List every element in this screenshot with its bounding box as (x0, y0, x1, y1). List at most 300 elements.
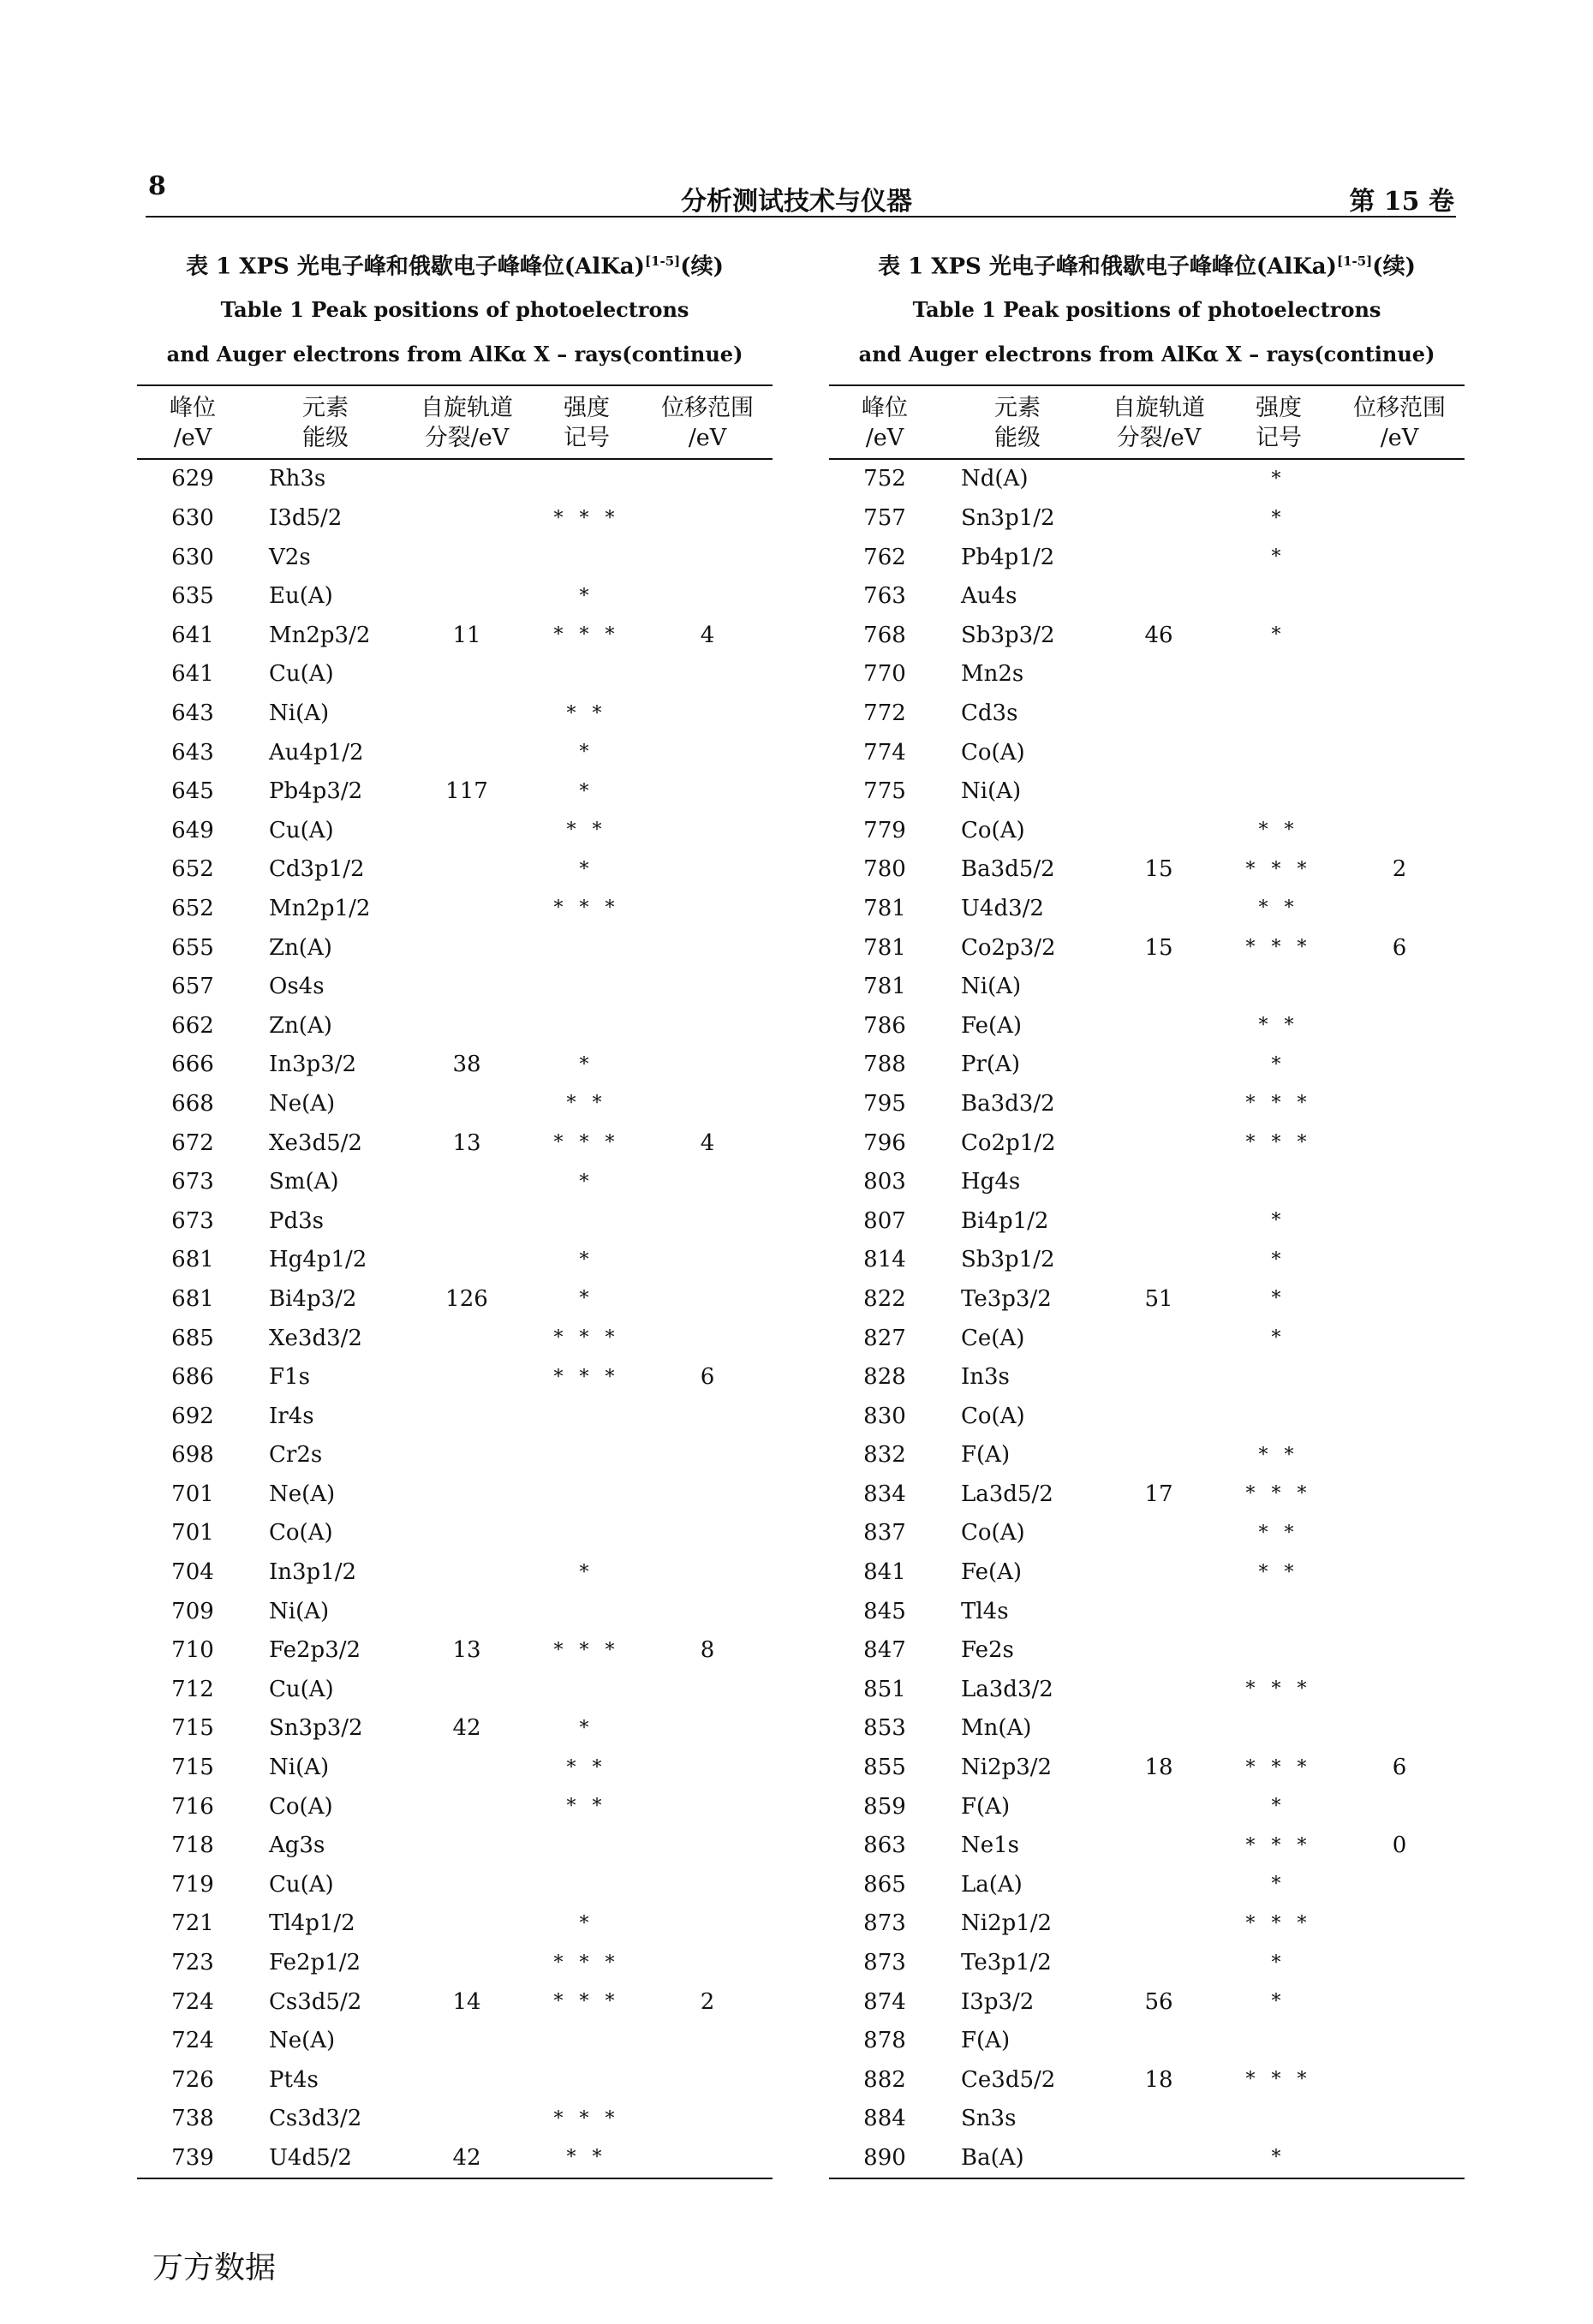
intensity-cell: * (1271, 1288, 1286, 1310)
shift-cell (1334, 1630, 1465, 1670)
peak-cell: 788 (863, 1052, 906, 1078)
shift-cell (642, 967, 773, 1006)
intensity-cell: * * (1258, 1522, 1299, 1544)
element-cell: Co2p1/2 (961, 1129, 1056, 1156)
splitting-cell (403, 850, 531, 890)
shift-cell (642, 1670, 773, 1709)
peak-cell: 834 (863, 1481, 906, 1507)
splitting-cell (403, 1552, 531, 1592)
peak-cell: 701 (171, 1520, 214, 1546)
table-row (137, 1670, 773, 1709)
splitting-cell (403, 1514, 531, 1553)
table-row (137, 1201, 773, 1241)
peak-cell: 672 (171, 1129, 214, 1156)
shift-cell (1334, 576, 1465, 616)
peak-cell: 770 (863, 661, 906, 688)
shift-cell (1334, 1357, 1465, 1397)
splitting-cell (403, 1826, 531, 1865)
intensity-cell: * * (1258, 1444, 1299, 1466)
shift-cell (642, 694, 773, 733)
peak-cell: 715 (171, 1715, 214, 1742)
element-cell: Cd3p1/2 (269, 856, 365, 883)
shift-cell (1334, 772, 1465, 811)
element-cell: Cr2s (269, 1442, 323, 1469)
element-cell: In3p1/2 (269, 1559, 357, 1586)
splitting-cell: 126 (445, 1285, 488, 1312)
table-row (829, 1006, 1465, 1046)
splitting-cell (403, 1006, 531, 1046)
table-row (829, 1552, 1465, 1592)
intensity-cell: * * (531, 2138, 642, 2178)
caption-en-line2: and Auger electrons from AlKα X – rays(continue) (166, 341, 743, 366)
table-body-left (137, 459, 773, 2178)
peak-cell: 685 (171, 1325, 214, 1351)
shift-cell (1334, 1241, 1465, 1280)
element-cell: Co(A) (961, 739, 1025, 766)
table-row (137, 1787, 773, 1826)
table-row (829, 1319, 1465, 1358)
element-cell: Pr(A) (961, 1052, 1020, 1078)
shift-cell (1334, 616, 1465, 655)
shift-cell (642, 1475, 773, 1514)
table-row (829, 811, 1465, 850)
splitting-cell (1095, 694, 1223, 733)
journal-title: 分析测试技术与仪器 (681, 187, 912, 217)
peak-cell: 779 (863, 817, 906, 843)
splitting-cell (403, 459, 531, 499)
intensity-cell: * (579, 1912, 594, 1934)
element-cell: Ni(A) (269, 700, 330, 727)
peak-cell: 832 (863, 1442, 906, 1469)
shift-cell (1334, 1475, 1465, 1514)
peak-cell: 673 (171, 1207, 214, 1234)
table-row (829, 2138, 1465, 2178)
shift-cell (642, 1397, 773, 1436)
intensity-cell (531, 459, 642, 499)
peak-cell: 724 (171, 1988, 214, 2015)
splitting-cell: 42 (452, 1715, 481, 1742)
element-cell: Zn(A) (269, 1012, 332, 1039)
peak-cell: 882 (863, 2066, 906, 2093)
intensity-cell: * * * (553, 1639, 620, 1661)
col-shift: 位移范围 /eV (642, 385, 773, 459)
peak-cell: 845 (863, 1598, 906, 1624)
shift-cell (1334, 498, 1465, 538)
peak-cell: 814 (863, 1247, 906, 1273)
splitting-cell (403, 538, 531, 577)
shift-cell (642, 1319, 773, 1358)
shift-cell (642, 459, 773, 499)
shift-cell (642, 2100, 773, 2139)
col-shift: 位移范围 /eV (1334, 385, 1465, 459)
element-cell: Cd3s (961, 700, 1018, 727)
peak-cell: 763 (863, 583, 906, 610)
element-cell: Sn3p3/2 (269, 1715, 363, 1742)
table-row (829, 1241, 1465, 1280)
splitting-cell (403, 2100, 531, 2139)
shift-cell (1334, 1162, 1465, 1201)
peak-cell: 655 (171, 934, 214, 961)
shift-cell (1334, 1084, 1465, 1123)
element-cell: U4d3/2 (961, 895, 1044, 921)
table-row (829, 1748, 1465, 1787)
intensity-cell: * * * (553, 1132, 620, 1154)
table-row (829, 459, 1465, 499)
volume-label: 第 15 卷 (1349, 187, 1454, 217)
peak-cell: 681 (171, 1285, 214, 1312)
table-row (137, 1162, 773, 1201)
element-cell: In3p3/2 (269, 1052, 357, 1078)
intensity-cell (531, 2021, 642, 2060)
table-row (137, 694, 773, 733)
peak-cell: 726 (171, 2066, 214, 2093)
table-row (137, 1943, 773, 1982)
caption-zh: 表 1 XPS 光电子峰和俄歇电子峰峰位(AlKa)[1-5](续) (186, 253, 724, 280)
table-row (137, 2138, 773, 2178)
intensity-cell: * * * (1245, 1678, 1312, 1701)
table-row (829, 1826, 1465, 1865)
intensity-cell: * * * (1245, 1483, 1312, 1505)
element-cell: Rh3s (269, 466, 326, 492)
shift-cell (642, 1709, 773, 1749)
splitting-cell (1095, 967, 1223, 1006)
element-cell: F1s (269, 1364, 310, 1391)
shift-cell: 0 (1392, 1832, 1407, 1859)
shift-cell (1334, 538, 1465, 577)
splitting-cell: 51 (1144, 1285, 1173, 1312)
table-row (137, 538, 773, 577)
intensity-cell (531, 538, 642, 577)
intensity-cell: * (1271, 1952, 1286, 1974)
peak-cell: 701 (171, 1481, 214, 1507)
element-cell: La3d3/2 (961, 1676, 1053, 1702)
peak-cell: 851 (863, 1676, 906, 1702)
splitting-cell (403, 1084, 531, 1123)
element-cell: Ba(A) (940, 2138, 1095, 2178)
splitting-cell (1095, 1670, 1223, 1709)
table-row (137, 1630, 773, 1670)
element-cell: Ni(A) (269, 1598, 330, 1624)
col-intensity: 强度 记号 (1223, 385, 1334, 459)
splitting-cell (1095, 1514, 1223, 1553)
intensity-cell (531, 2060, 642, 2100)
element-cell: Ni(A) (961, 974, 1022, 1000)
intensity-cell: * (1271, 1053, 1286, 1076)
splitting-cell (1095, 1397, 1223, 1436)
shift-cell (642, 772, 773, 811)
intensity-cell: * * (566, 1796, 607, 1818)
intensity-cell (531, 928, 642, 968)
intensity-cell (1223, 1357, 1334, 1397)
element-cell: Os4s (269, 974, 325, 1000)
table-row (137, 1279, 773, 1319)
peak-cell: 739 (137, 2138, 248, 2178)
shift-cell (642, 1552, 773, 1592)
peak-cell: 890 (829, 2138, 940, 2178)
splitting-cell (1095, 1709, 1223, 1749)
splitting-cell (1095, 459, 1223, 499)
element-cell: Sn3p1/2 (961, 505, 1055, 532)
splitting-cell: 11 (452, 622, 481, 648)
element-cell: Cu(A) (269, 817, 334, 843)
shift-cell (642, 1748, 773, 1787)
element-cell: Cu(A) (269, 661, 334, 688)
table-row (137, 576, 773, 616)
shift-cell (642, 1201, 773, 1241)
table-row (137, 1123, 773, 1163)
splitting-cell (403, 889, 531, 928)
peak-cell: 719 (171, 1871, 214, 1898)
peak-cell: 716 (171, 1793, 214, 1820)
element-cell: Au4p1/2 (269, 739, 364, 766)
intensity-cell: * * * (553, 1366, 620, 1388)
shift-cell (1334, 2138, 1465, 2178)
intensity-cell: * * * (553, 1327, 620, 1350)
peak-cell: 796 (863, 1129, 906, 1156)
shift-cell (1334, 1592, 1465, 1631)
page-number: 8 (148, 171, 166, 201)
table-row (137, 1475, 773, 1514)
element-cell: In3s (961, 1364, 1010, 1391)
element-cell: Ba3d3/2 (961, 1090, 1055, 1117)
intensity-cell: * * * (1245, 2069, 1312, 2091)
table-row (137, 1865, 773, 1904)
intensity-cell: * (579, 1171, 594, 1193)
intensity-cell: * (1271, 507, 1286, 529)
shift-cell (642, 1241, 773, 1280)
element-cell: Sm(A) (269, 1169, 339, 1195)
splitting-cell (403, 1943, 531, 1982)
shift-cell (642, 2060, 773, 2100)
table-row (137, 1436, 773, 1475)
intensity-cell (1223, 2100, 1334, 2139)
intensity-cell: * * (566, 1756, 607, 1779)
intensity-cell: * (1271, 624, 1286, 647)
shift-cell (1334, 811, 1465, 850)
peak-cell: 807 (863, 1207, 906, 1234)
shift-cell (642, 1436, 773, 1475)
element-cell: Te3p3/2 (961, 1285, 1052, 1312)
intensity-cell (1223, 1630, 1334, 1670)
splitting-cell (1095, 889, 1223, 928)
intensity-cell: * (579, 1053, 594, 1076)
table-row (829, 1630, 1465, 1670)
splitting-cell (403, 811, 531, 850)
peak-cell: 643 (171, 700, 214, 727)
intensity-cell: * (1271, 1874, 1286, 1896)
splitting-cell (403, 1904, 531, 1944)
shift-cell (1334, 1982, 1465, 2022)
peak-cell: 721 (171, 1910, 214, 1937)
shift-cell (642, 655, 773, 694)
splitting-cell: 13 (452, 1129, 481, 1156)
splitting-cell (403, 1592, 531, 1631)
peak-cell: 827 (863, 1325, 906, 1351)
intensity-cell: * * * (553, 1952, 620, 1974)
intensity-cell: * * * (1245, 1756, 1312, 1779)
shift-cell (642, 850, 773, 890)
watermark: 万方数据 (152, 2250, 277, 2285)
element-cell: Mn2s (961, 661, 1024, 688)
shift-cell (1334, 2021, 1465, 2060)
element-cell: Bi4p1/2 (961, 1207, 1049, 1234)
intensity-cell: * (579, 1717, 594, 1739)
peak-cell: 715 (171, 1755, 214, 1781)
intensity-cell (1223, 967, 1334, 1006)
splitting-cell (1095, 1006, 1223, 1046)
intensity-cell: * (579, 780, 594, 802)
intensity-cell: * * (1258, 1015, 1299, 1037)
intensity-cell: * * (566, 1093, 607, 1115)
table-row (137, 811, 773, 850)
splitting-cell: 15 (1144, 934, 1173, 961)
table-header (137, 385, 773, 459)
intensity-cell: * * (566, 819, 607, 842)
splitting-cell (1095, 1123, 1223, 1163)
splitting-cell (1095, 1046, 1223, 1085)
intensity-cell: * * * (1245, 1912, 1312, 1934)
table-row (829, 2060, 1465, 2100)
shift-cell (642, 889, 773, 928)
table-row (137, 1826, 773, 1865)
table-row (829, 616, 1465, 655)
intensity-cell: * * (1258, 1561, 1299, 1583)
element-cell: Ni(A) (961, 778, 1022, 805)
table-row (137, 1904, 773, 1944)
peak-cell: 709 (171, 1598, 214, 1624)
table-row (829, 1123, 1465, 1163)
intensity-cell: * (1271, 1210, 1286, 1232)
peak-cell: 723 (171, 1950, 214, 1976)
table-row (137, 1982, 773, 2022)
shift-cell (1334, 1670, 1465, 1709)
splitting-cell (403, 1319, 531, 1358)
shift-cell (1334, 967, 1465, 1006)
caption-en-line2: and Auger electrons from AlKα X – rays(continue) (858, 341, 1435, 366)
peak-cell: 786 (863, 1012, 906, 1039)
shift-cell (642, 1826, 773, 1865)
intensity-cell: * (1271, 468, 1286, 490)
element-cell: Ce(A) (961, 1325, 1025, 1351)
shift-cell (642, 811, 773, 850)
intensity-cell: * * * (553, 2107, 620, 2130)
element-cell: Pt4s (269, 2066, 319, 2093)
intensity-cell: * (579, 1288, 594, 1310)
table-row (137, 1006, 773, 1046)
splitting-cell (1095, 2138, 1223, 2178)
splitting-cell (1095, 772, 1223, 811)
shift-cell (642, 1904, 773, 1944)
shift-cell (1334, 1552, 1465, 1592)
splitting-cell (403, 1201, 531, 1241)
shift-cell (642, 1162, 773, 1201)
intensity-cell (1223, 1397, 1334, 1436)
table-row (829, 772, 1465, 811)
peak-cell: 795 (863, 1090, 906, 1117)
element-cell: Pb4p3/2 (269, 778, 363, 805)
peak-cell: 710 (171, 1637, 214, 1664)
table-row (137, 733, 773, 772)
shift-cell (1334, 2100, 1465, 2139)
element-cell: Nd(A) (961, 466, 1029, 492)
caption-zh: 表 1 XPS 光电子峰和俄歇电子峰峰位(AlKa)[1-5](续) (878, 253, 1416, 280)
element-cell: Co2p3/2 (961, 934, 1056, 961)
intensity-cell: * (579, 1248, 594, 1271)
element-cell: Fe2s (961, 1637, 1014, 1664)
shift-cell (642, 1787, 773, 1826)
peak-cell: 629 (171, 466, 214, 492)
element-cell: F(A) (961, 1442, 1011, 1469)
intensity-cell (531, 967, 642, 1006)
shift-cell (642, 538, 773, 577)
peak-cell: 662 (171, 1012, 214, 1039)
shift-cell (1334, 459, 1465, 499)
splitting-cell (1095, 1787, 1223, 1826)
table-row (829, 1670, 1465, 1709)
table-row (137, 1084, 773, 1123)
table-row (137, 2021, 773, 2060)
element-cell: Fe2p1/2 (269, 1950, 361, 1976)
shift-cell (1334, 1709, 1465, 1749)
element-cell: Fe2p3/2 (269, 1637, 361, 1664)
table-row (137, 1319, 773, 1358)
peak-cell: 841 (863, 1559, 906, 1586)
splitting-cell (1095, 1436, 1223, 1475)
shift-cell (1334, 1397, 1465, 1436)
element-cell: Co(A) (269, 1520, 333, 1546)
intensity-cell (531, 1514, 642, 1553)
splitting-cell (1095, 1592, 1223, 1631)
splitting-cell (1095, 498, 1223, 538)
element-cell: Ce3d5/2 (961, 2066, 1056, 2093)
table-row (829, 694, 1465, 733)
intensity-cell: * (1271, 1327, 1286, 1350)
splitting-cell (403, 694, 531, 733)
table-row (137, 1514, 773, 1553)
shift-cell (1334, 1319, 1465, 1358)
peak-table-right (829, 384, 1465, 2179)
peak-cell: 652 (171, 895, 214, 921)
element-cell: Co(A) (961, 1520, 1025, 1546)
shift-cell (642, 1006, 773, 1046)
table-row (829, 1046, 1465, 1085)
shift-cell (1334, 1865, 1465, 1904)
table-row (137, 850, 773, 890)
shift-cell (642, 1279, 773, 1319)
element-cell: Xe3d5/2 (269, 1129, 362, 1156)
shift-cell (642, 1865, 773, 1904)
intensity-cell (531, 1826, 642, 1865)
table-row (137, 655, 773, 694)
peak-cell: 853 (863, 1715, 906, 1742)
element-cell: Eu(A) (269, 583, 333, 610)
element-cell: Cs3d5/2 (269, 1988, 362, 2015)
splitting-cell: 13 (452, 1637, 481, 1664)
table-row (137, 1748, 773, 1787)
intensity-cell: * * * (1245, 1132, 1312, 1154)
table-row (137, 2100, 773, 2139)
shift-cell (642, 1046, 773, 1085)
element-cell: Hg4p1/2 (269, 1247, 367, 1273)
splitting-cell (403, 1357, 531, 1397)
shift-cell: 8 (700, 1637, 715, 1664)
peak-cell: 652 (171, 856, 214, 883)
table-row (829, 1357, 1465, 1397)
splitting-cell (403, 1748, 531, 1787)
intensity-cell: * (579, 1561, 594, 1583)
intensity-cell: * (579, 742, 594, 764)
intensity-cell (531, 1006, 642, 1046)
